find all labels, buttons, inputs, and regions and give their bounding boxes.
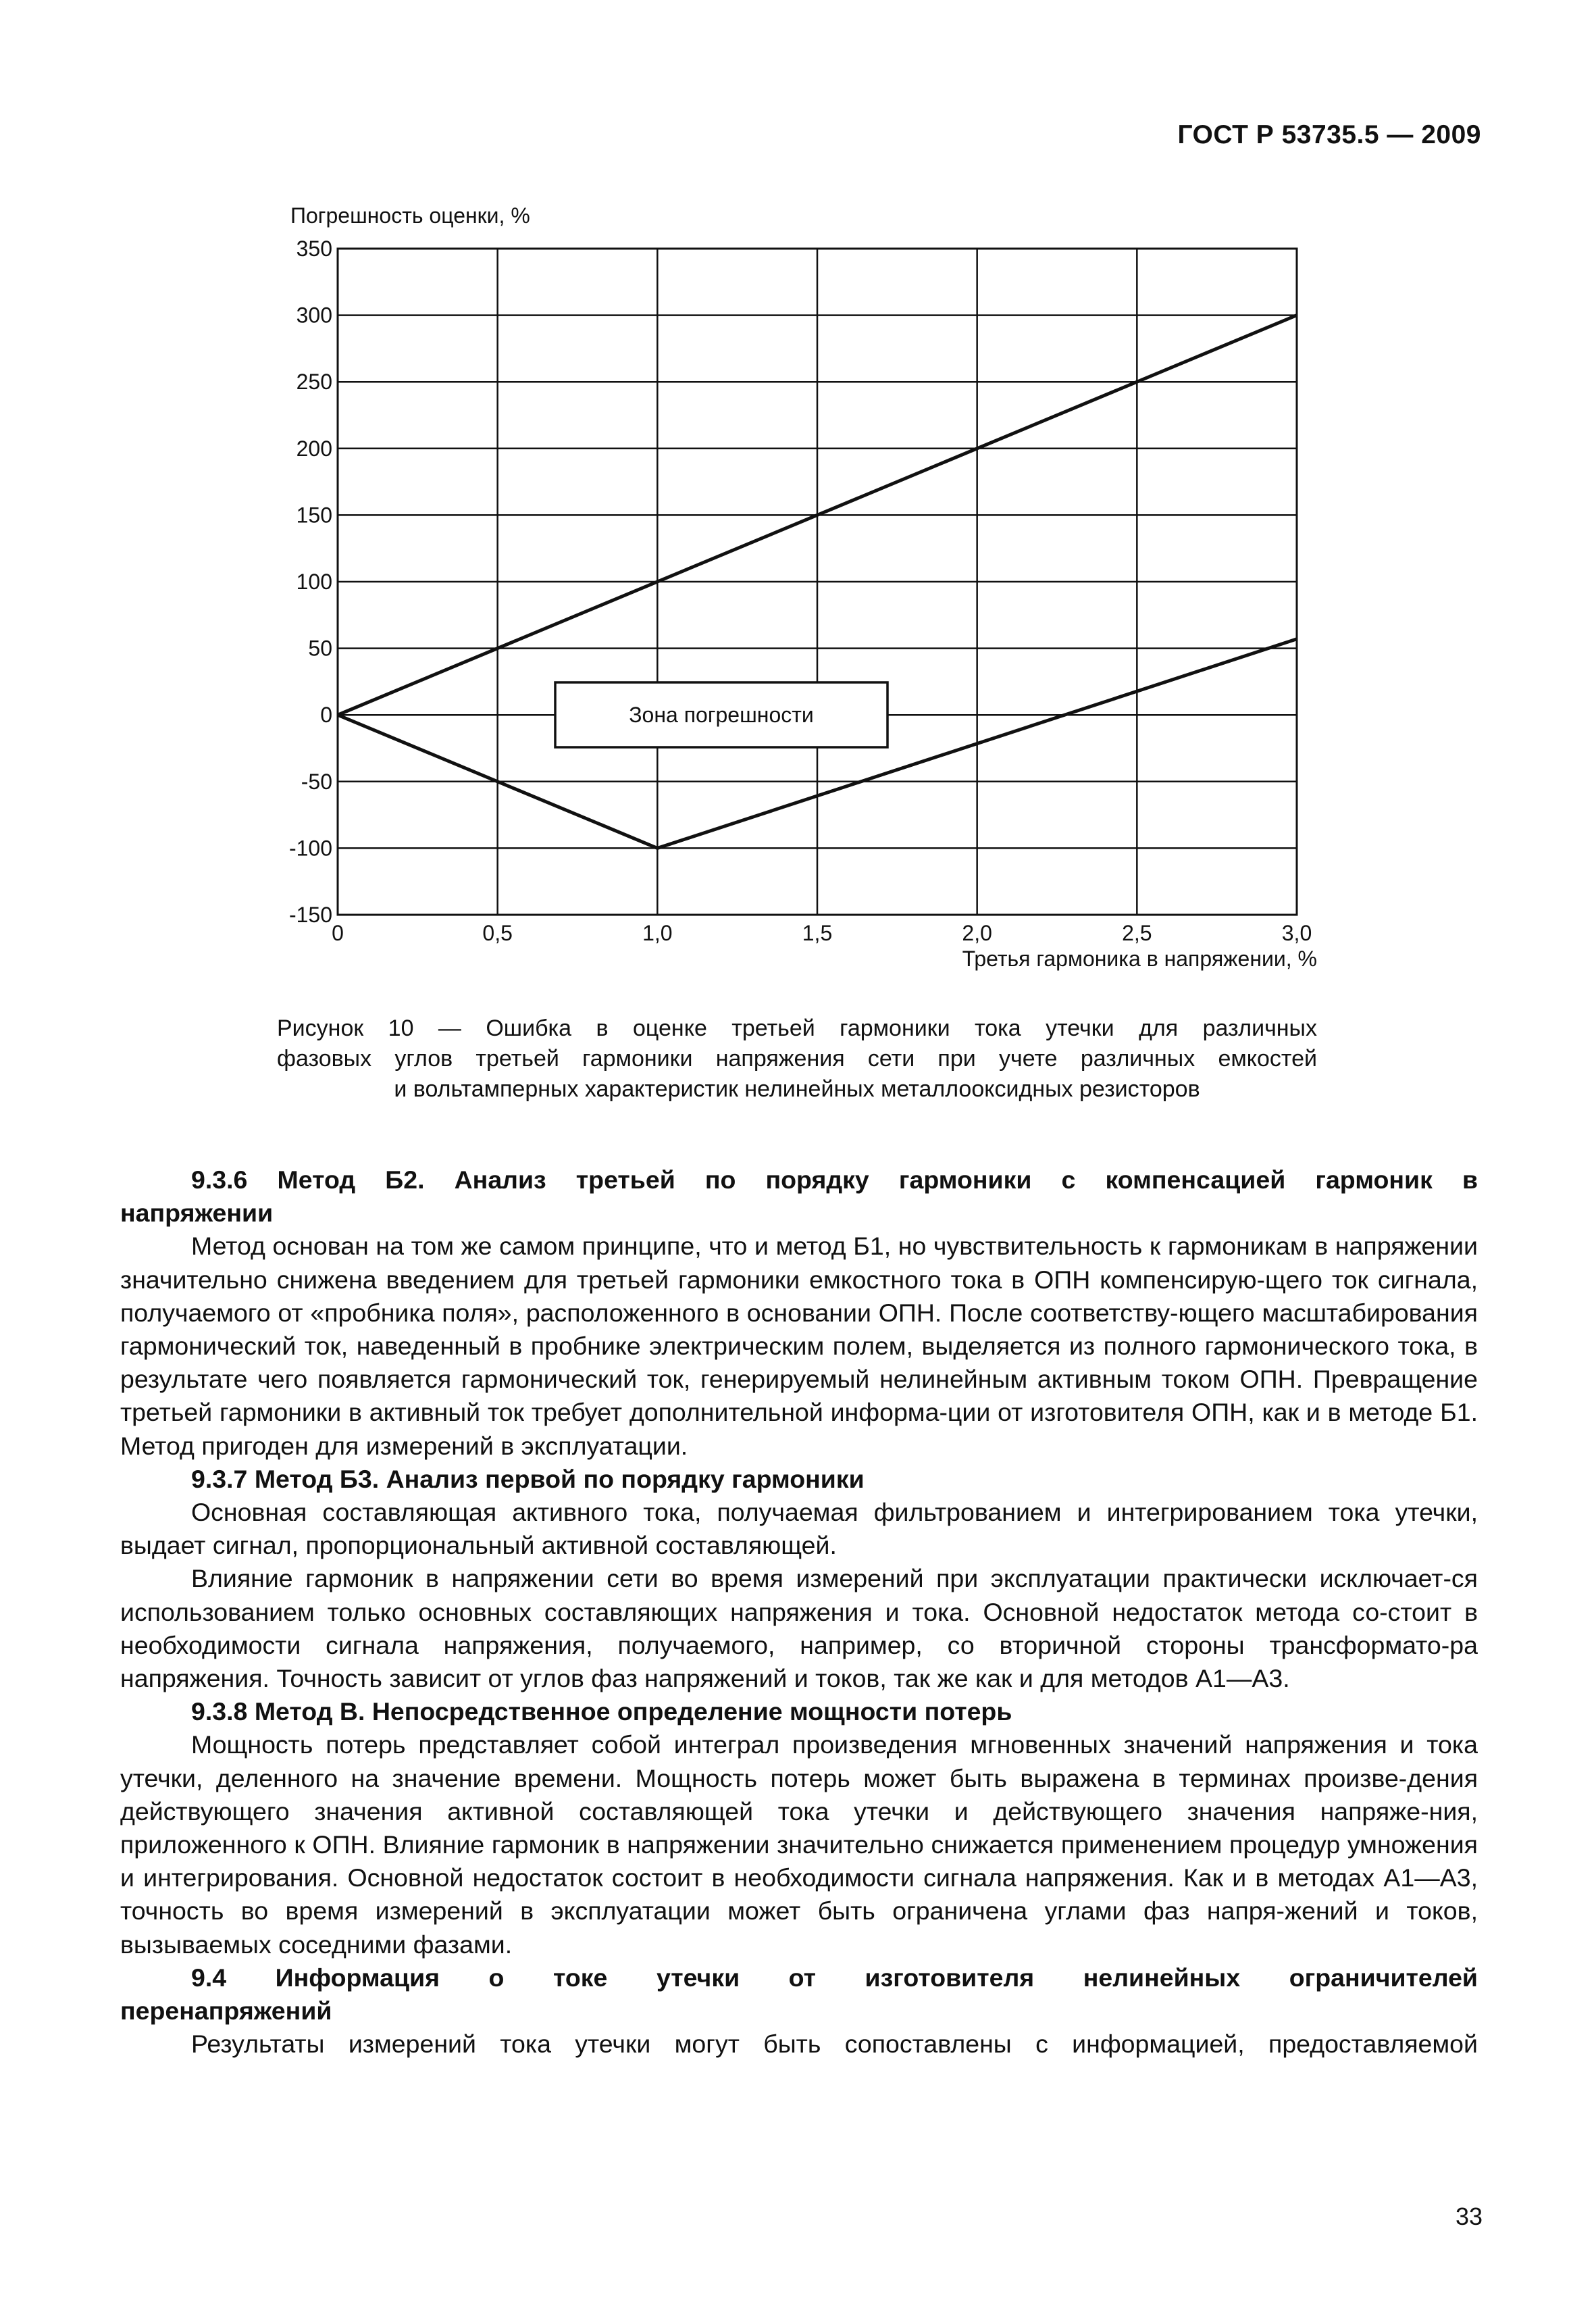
paragraph: Мощность потерь представляет собой интеграл произведения мгновенных значений напряжения и тока утечки, деленного на значение времени. Мощность потерь может быть выражена в терминах произве-дения действующего значения активной составляющей тока утечки и действующего значения напряже-ния, приложенного к ОПН. Влияние гармоник в напряжении значительно снижается применением процедур умножения и интегрирования. Основной недостаток состоит в необходимости сигнала напряжения. Как и в методах А1—А3, точность во время измерений в эксплуатации может быть ограничена углами фаз напря-жений и токов, вызываемых соседними фазами. (120, 1730, 1478, 1959)
error-zone-label: Зона погрешности (629, 703, 814, 727)
document-header: ГОСТ Р 53735.5 — 2009 (1177, 120, 1481, 149)
section-heading-cont: напряжении (120, 1199, 274, 1228)
error-zone-box (555, 682, 887, 747)
paragraph: Метод основан на том же самом принципе, что и метод Б1, но чувствительность к гармоникам в напряжении значительно снижена введением для третьей гармоники емкостного тока в ОПН компенсирую-щего ток сигнала, получаемого от «пробника поля», расположенного в основании ОПН. После соответству-ющего масштабирования гармонический ток, наведенный в пробнике электрическим полем, выделяется из полного гармонического тока, в результате чего появляется гармонический ток, генерируемый нелинейным активным током ОПН. Превращение третьей гармоники в активный ток требует дополнительной информа-ции от изготовителя ОПН, как и в методе Б1. Метод пригоден для измерений в эксплуатации. (120, 1232, 1478, 1460)
y-tick-label: 50 (308, 636, 332, 661)
x-tick-label: 2,5 (1122, 921, 1152, 945)
x-tick-label: 0 (332, 921, 344, 945)
caption-line: и вольтамперных характеристик нелинейных металлооксидных резисторов (394, 1076, 1200, 1102)
section-heading: 9.4 Информация о токе утечки от изготовителя нелинейных ограничителей (191, 1963, 1478, 1992)
section-heading: 9.3.7 Метод Б3. Анализ первой по порядку гармоники (191, 1464, 865, 1493)
section-heading-cont: перенапряжений (120, 1996, 332, 2026)
paragraph: Влияние гармоник в напряжении сети во время измерений при эксплуатации практически исключает-ся использованием только основных составляющих напряжения и тока. Основной недостаток метода со-стоит в необходимости сигнала напряжения, получаемого, например, со вторичной стороны трансформато-ра напряжения. Точность зависит от углов фаз напряжений и токов, так же как и для методов А1—А3. (120, 1564, 1478, 1693)
section-heading: 9.3.6 Метод Б2. Анализ третьей по порядку гармоники с компенсацией гармоник в (191, 1165, 1478, 1194)
caption-line: Рисунок 10 — Ошибка в оценке третьей гармоники тока утечки для различных (277, 1015, 1317, 1041)
y-tick-label: -150 (288, 903, 332, 927)
figure-caption (277, 1013, 1317, 1105)
section-heading: 9.3.8 Метод В. Непосредственное определение мощности потерь (191, 1697, 1012, 1726)
x-tick-label: 0,5 (482, 921, 513, 945)
y-tick-label: -100 (288, 836, 332, 861)
page-number: 33 (1455, 2203, 1483, 2230)
y-tick-labels (289, 236, 332, 927)
y-tick-label: 100 (296, 570, 332, 594)
x-tick-label: 1,5 (802, 921, 833, 945)
y-tick-label: 200 (296, 436, 332, 461)
y-tick-label: 300 (296, 303, 332, 328)
error-chart (0, 0, 1596, 980)
y-tick-label: 350 (296, 236, 332, 261)
caption-line: фазовых углов третьей гармоники напряжения сети при учете различных емкостей (277, 1046, 1317, 1072)
x-axis-label: Третья гармоника в напряжении, % (962, 947, 1317, 971)
y-axis-label: Погрешность оценки, % (290, 203, 530, 228)
x-tick-label: 3,0 (1281, 921, 1312, 945)
y-tick-label: 0 (320, 703, 332, 728)
y-tick-label: -50 (301, 769, 332, 794)
x-tick-labels (332, 921, 1312, 945)
paragraph: Основная составляющая активного тока, получаемая фильтрованием и интегрированием тока утечки, выдает сигнал, пропорциональный активной составляющей. (120, 1498, 1478, 1560)
paragraph: Результаты измерений тока утечки могут быть сопоставлены с информацией, предоставляемой (191, 2030, 1478, 2059)
x-tick-label: 1,0 (642, 921, 673, 945)
y-tick-label: 250 (296, 370, 332, 395)
chart-grid (338, 249, 1297, 915)
y-tick-label: 150 (296, 503, 332, 528)
x-tick-label: 2,0 (962, 921, 992, 945)
document-body (120, 1163, 1478, 2061)
